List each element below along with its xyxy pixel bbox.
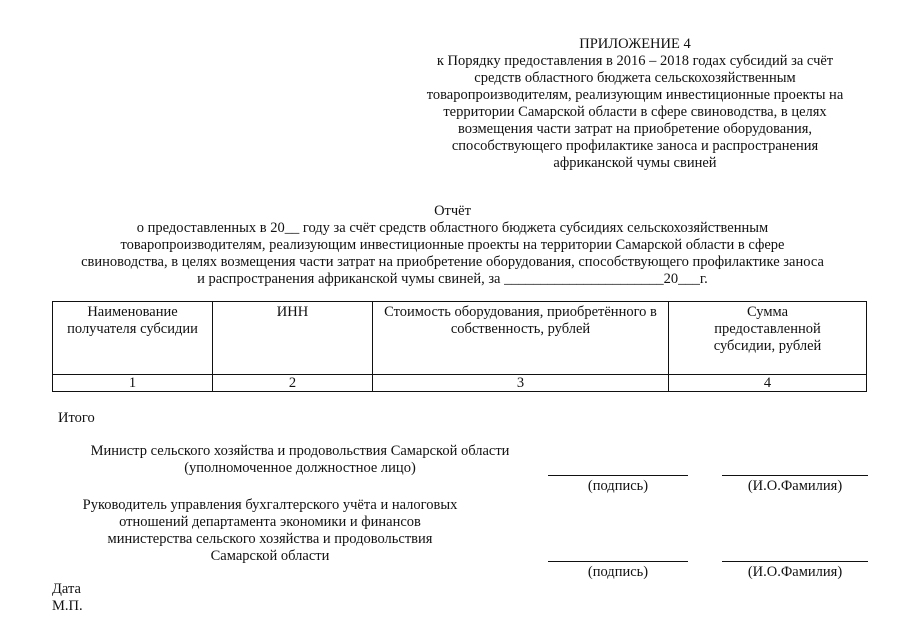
column-number: 2 [213, 375, 373, 392]
report-line: свиноводства, в целях возмещения части затрат на приобретение оборудования, способствующего профилактике заноса [81, 254, 824, 270]
signature-line [548, 561, 688, 562]
appendix-title: ПРИЛОЖЕНИЕ 4 [579, 36, 691, 52]
report-line: и распространения африканской чумы свиней, за ______________________20___г. [197, 271, 708, 287]
report-line: о предоставленных в 20__ году за счёт средств областного бюджета субсидиях сельскохозяйственным [136, 220, 769, 236]
column-number: 1 [53, 375, 213, 392]
table-header-row [53, 302, 867, 375]
name-line [722, 561, 868, 562]
signature-caption: (подпись) [587, 478, 649, 494]
stamp-label: М.П. [52, 598, 83, 614]
signatory-line: Руководитель управления бухгалтерского учёта и налоговых [82, 497, 458, 513]
report-block [40, 203, 865, 288]
appendix-line: товаропроизводителям, реализующим инвестиционные проекты на [426, 87, 844, 103]
appendix-line: возмещения части затрат на приобретение оборудования, [457, 121, 813, 137]
signature-line [548, 475, 688, 476]
total-label: Итого [58, 410, 95, 426]
report-table [52, 301, 867, 392]
report-line: товаропроизводителям, реализующим инвестиционные проекты на территории Самарской области в сфере [120, 237, 785, 253]
name-caption: (И.О.Фамилия) [747, 564, 843, 580]
signatory-accounting-head [40, 497, 500, 565]
signatory-minister [40, 443, 560, 477]
appendix-line: территории Самарской области в сфере свиноводства, в целях [443, 104, 827, 120]
date-label: Дата [52, 581, 81, 597]
signatory-line: (уполномоченное должностное лицо) [184, 460, 416, 476]
name-caption: (И.О.Фамилия) [747, 478, 843, 494]
appendix-line: к Порядку предоставления в 2016 – 2018 годах субсидий за счёт [436, 53, 834, 69]
header-recipient-name: Наименование получателя субсидии [53, 302, 213, 375]
signatory-line: Министр сельского хозяйства и продовольствия Самарской области [90, 443, 510, 459]
appendix-line: африканской чумы свиней [553, 155, 717, 171]
header-equipment-cost: Стоимость оборудования, приобретённого в собственность, рублей [373, 302, 669, 375]
column-number: 4 [669, 375, 867, 392]
table-number-row [53, 375, 867, 392]
signatory-line: отношений департамента экономики и финансов [119, 514, 421, 530]
signatory-line: министерства сельского хозяйства и продовольствия [107, 531, 433, 547]
appendix-line: способствующего профилактике заноса и распространения [451, 138, 819, 154]
header-subsidy-amount: Сумма предоставленной субсидии, рублей [669, 302, 867, 375]
appendix-block [368, 36, 902, 172]
signature-caption: (подпись) [587, 564, 649, 580]
signatory-line: Самарской области [210, 548, 330, 564]
header-inn: ИНН [213, 302, 373, 375]
column-number: 3 [373, 375, 669, 392]
report-title: Отчёт [434, 203, 471, 219]
name-line [722, 475, 868, 476]
appendix-line: средств областного бюджета сельскохозяйственным [474, 70, 796, 86]
